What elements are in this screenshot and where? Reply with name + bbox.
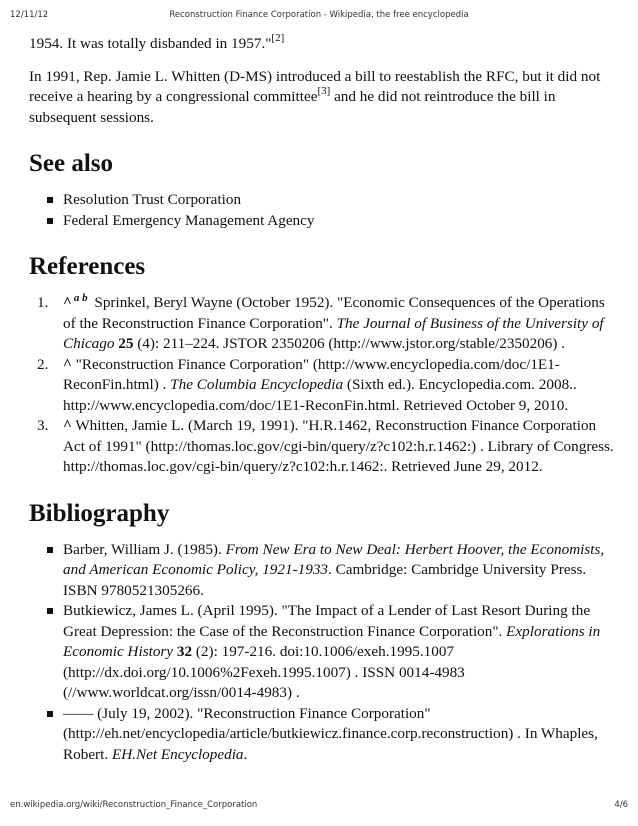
reference-text: "Reconstruction Finance Corporation" (http://www.encyclopedia.com/doc/1E1-ReconFin.html) . bbox=[63, 355, 560, 393]
paragraph-text: 1954. It was totally disbanded in 1957." bbox=[29, 35, 272, 52]
bullet-icon bbox=[47, 547, 53, 553]
reference-number: 2. bbox=[37, 355, 49, 373]
reference-number: 1. bbox=[37, 294, 49, 311]
bibliography-text: —— (July 19, 2002). "Reconstruction Finance Corporation" (http://eh.net/encyclopedia/article/butkiewicz.finance.corp.reconstruction) . In Whaples, Robert. bbox=[63, 704, 598, 763]
references-list bbox=[29, 293, 614, 478]
reference-text: (4): 211–224. JSTOR 2350206 (http://www.jstor.org/stable/2350206) . bbox=[133, 335, 566, 352]
bibliography-title: From New Era to New Deal: Herbert Hoover, the Economists, and American Economic Policy, 1921-1933 bbox=[63, 540, 605, 578]
bullet-icon bbox=[47, 197, 53, 203]
reference-volume: 25 bbox=[118, 335, 134, 352]
see-also-list bbox=[29, 190, 614, 231]
citation-link-2[interactable]: [2] bbox=[271, 32, 285, 44]
bibliography-item bbox=[63, 704, 614, 766]
see-also-link[interactable]: Resolution Trust Corporation bbox=[63, 191, 242, 208]
reference-item bbox=[37, 416, 614, 478]
bibliography-text: (2): 197-216. doi:10.1006/exeh.1995.1007 (http://dx.doi.org/10.1006%2Fexeh.1995.1007) . ISSN 0014-4983 (//www.worldcat.org/issn/0014-4983) . bbox=[63, 643, 465, 701]
bullet-icon bbox=[47, 218, 53, 224]
section-heading-bibliography: Bibliography bbox=[29, 499, 170, 527]
citation-link-3[interactable]: [3] bbox=[317, 85, 331, 97]
see-also-item[interactable] bbox=[63, 190, 614, 211]
section-heading-references: References bbox=[29, 253, 146, 280]
reference-text: (Sixth ed.). Encyclopedia.com. 2008.. http://www.encyclopedia.com/doc/1E1-ReconFin.html. Retrieved October 9, 2010. bbox=[63, 376, 577, 414]
paragraph-whitten bbox=[29, 67, 614, 129]
bibliography-work: EH.Net Encyclopedia bbox=[111, 745, 244, 763]
reference-number: 3. bbox=[37, 417, 49, 434]
paragraph-text: In 1991, Rep. Jamie L. Whitten (D-MS) introduced a bill to reestablish the RFC, but it did not receive a hearing by a congressional committee bbox=[29, 67, 601, 105]
bibliography-text: Butkiewicz, James L. (April 1995). "The Impact of a Lender of Last Resort During the Great Depression: the Case of the Reconstruction Finance Corporation". bbox=[63, 602, 591, 640]
reference-journal: The Journal of Business of the University of Chicago bbox=[63, 314, 604, 352]
bibliography-text: . Cambridge: Cambridge University Press. ISBN 9780521305266. bbox=[63, 561, 587, 599]
bibliography-journal: Explorations in Economic History bbox=[63, 622, 601, 660]
backlink-caret[interactable]: ^ bbox=[63, 355, 72, 373]
section-heading-see-also: See also bbox=[29, 150, 114, 177]
backlink-caret[interactable]: ^ bbox=[63, 417, 72, 434]
reference-item bbox=[37, 355, 614, 417]
bullet-icon bbox=[47, 711, 53, 717]
paragraph-text: and he did not reintroduce the bill in subsequent sessions. bbox=[29, 88, 556, 126]
backlink-caret[interactable]: ^ bbox=[63, 294, 72, 311]
reference-text: Sprinkel, Beryl Wayne (October 1952). "Economic Consequences of the Operations of the Reconstruction Finance Corporation". bbox=[63, 294, 605, 332]
reference-work: The Columbia Encyclopedia bbox=[170, 376, 344, 393]
print-date: 12/11/12 bbox=[10, 10, 49, 20]
bullet-icon bbox=[47, 608, 53, 614]
page-number: 4/6 bbox=[614, 800, 628, 810]
print-header bbox=[10, 10, 628, 24]
paragraph-disbanded bbox=[29, 34, 614, 55]
bibliography-item bbox=[63, 601, 614, 704]
article-content bbox=[29, 34, 614, 765]
backlink-letters[interactable]: a b bbox=[73, 292, 88, 304]
bibliography-item bbox=[63, 540, 614, 602]
print-title: Reconstruction Finance Corporation - Wikipedia, the free encyclopedia bbox=[169, 10, 469, 20]
reference-item bbox=[37, 292, 614, 355]
bibliography-text: . bbox=[243, 745, 248, 763]
print-footer bbox=[10, 800, 628, 814]
bibliography-list bbox=[29, 540, 614, 766]
see-also-link[interactable]: Federal Emergency Management Agency bbox=[63, 211, 315, 229]
print-url: en.wikipedia.org/wiki/Reconstruction_Finance_Corporation bbox=[10, 800, 258, 810]
see-also-item[interactable] bbox=[63, 211, 614, 232]
bibliography-text: Barber, William J. (1985). bbox=[63, 540, 226, 558]
bibliography-volume: 32 bbox=[176, 643, 193, 660]
reference-text: Whitten, Jamie L. (March 19, 1991). "H.R.1462, Reconstruction Finance Corporation Act of 1991" (http://thomas.loc.gov/cgi-bin/query/z?c102:h.r.1462:) . Library of Congress. http://thomas.loc.gov/cgi-bin/query/z?c102:h.r.1462:. Retrieved June 29, 2012. bbox=[63, 417, 614, 475]
